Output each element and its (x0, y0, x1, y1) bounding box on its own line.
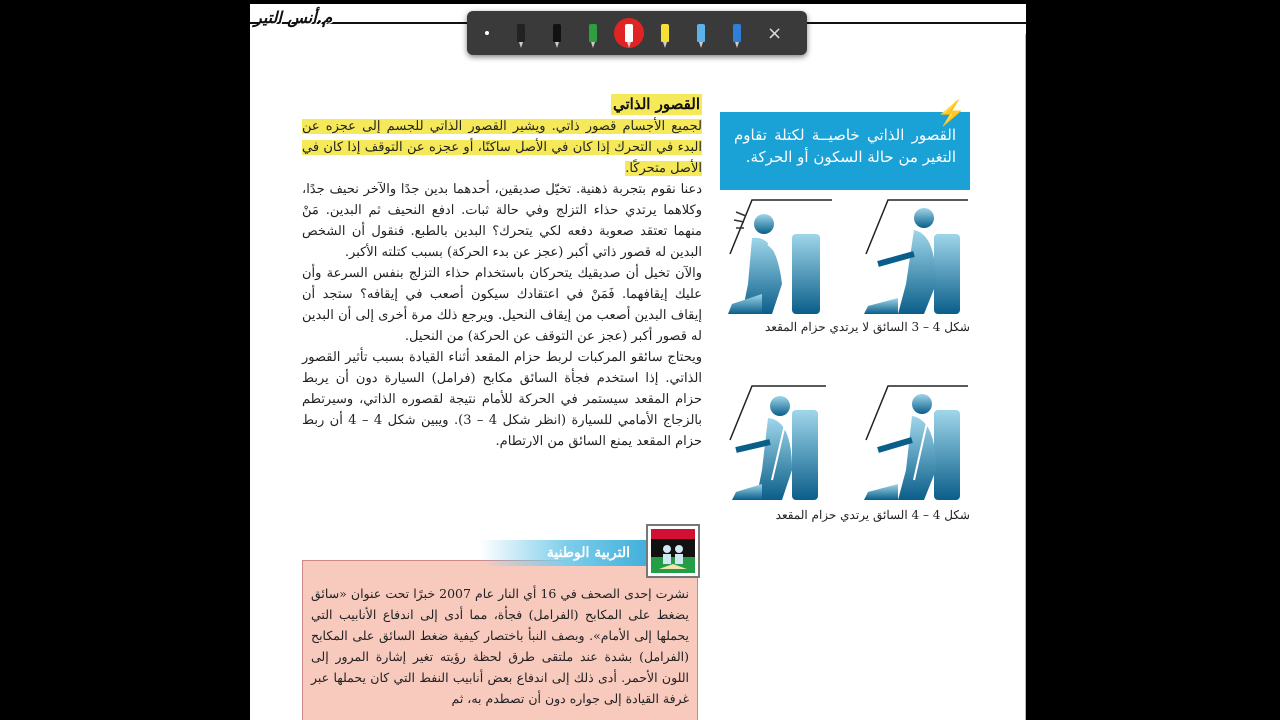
figure-4-3-right-image (858, 194, 970, 318)
figure-4-3-left-image (722, 194, 834, 318)
definition-text: القصور الذاتي خاصيــة لكتلة تقاوم التغير من حالة السكون أو الحركة. (734, 126, 956, 166)
paragraph-2: والآن تخيل أن صديقيك يتحركان باستخدام حذاء التزلج بنفس السرعة وأن عليك إيقافهما. فَمَنْ في اعتقادك سيكون أصعب في إيقافه؟ ستجد أن إيقاف البدين أصعب من إيقاف النحيل. ويرجع ذلك مرة أخرى إلى أن البدين له قصور أكبر (عجز عن التوقف عن الحركة) من النحيل. (302, 266, 702, 344)
watermark: م.أنس التير (254, 8, 333, 27)
figure-4-4-left-image (722, 380, 834, 504)
green-pen-icon[interactable] (575, 11, 611, 55)
figure-4-4-right-image (858, 380, 970, 504)
black-pen-icon[interactable] (503, 11, 539, 55)
national-education-text: نشرت إحدى الصحف في 16 أي النار عام 2007 خبرًا تحت عنوان «سائق يضغط على المكابح (الفرامل) فجأة، مما أدى إلى اندفاع الأنابيب التي يحملها إلى الأمام». وبصف النبأ باختصار كيفية ضغط السائق على المكابح (الفرامل) بشدة عند ملتقى طرق لحظة رؤيته تغير إشارة المرور إلى اللون الأحمر. أدى ذلك إلى اندفاع بعض أنابيب النفط التي كان يحملها عبر غرفة القيادة إلى جواره دون أن تصطدم به، ثم (311, 586, 689, 706)
paragraph-3: ويحتاج سائقو المركبات لربط حزام المقعد أثناء القيادة بسبب تأثير القصور الذاتي. إذا استخدم فجأة السائق مكابح (فرامل) السيارة دون أن يربط حزام المقعد سيستمر في الحركة للأمام نتيجة لقصوره الذاتي، وسيرتطم بالزجاج الأمامي للسيارة (انظر شكل 4 – 3). ويبين شكل 4 – 4 أن ربط حزام المقعد يمنع السائق من الارتطام. (302, 350, 703, 449)
close-icon[interactable]: × (767, 22, 783, 44)
definition-box (720, 99, 970, 190)
section-heading: القصور الذاتي (612, 95, 700, 113)
national-education-box (302, 560, 698, 720)
dot-size-icon[interactable] (485, 31, 489, 35)
yellow-highlighter-icon[interactable] (647, 11, 683, 55)
inertia-section (302, 94, 702, 452)
right-border (1025, 34, 1026, 720)
lightblue-pen-icon[interactable] (683, 11, 719, 55)
figure-4-4-caption: شكل 4 – 4 السائق يرتدي حزام المقعد (775, 508, 970, 522)
paragraph-1: دعنا نقوم بتجربة ذهنية. تخيّل صديقين، أحدهما بدين جدًا والآخر نحيف جدًا، وكلاهما يرتدي حذاء التزلج وفي حالة ثبات. ادفع النحيف ثم البدين. مَنْ منهما تعتقد صعوبة دفعه لكي يتحرك؟ البدين بالطبع. فنقول أن الشخص البدين له قصور ذاتي أكبر (عجز عن بدء الحركة) بسبب كتلته الأكبر. (302, 182, 702, 260)
black-pen-icon-2[interactable] (539, 11, 575, 55)
blue-pen-icon[interactable] (719, 11, 755, 55)
libya-flag-readers-icon (646, 524, 700, 578)
red-pen-icon[interactable] (611, 11, 647, 55)
annotation-toolbar (467, 11, 807, 55)
national-education-title: التربية الوطنية (480, 540, 700, 566)
highlighted-definition: لجميع الأجسام قصور ذاتي. ويشير القصور الذاتي للجسم إلى عجزه عن البدء في التحرك إذا كان في الأصل ساكنًا، أو عجزه عن التوقف إذا كان في الأصل متحركًا. (302, 119, 702, 176)
textbook-page (250, 4, 1026, 720)
figure-4-3-caption: شكل 4 – 3 السائق لا يرتدي حزام المقعد (764, 320, 970, 334)
lightning-icon: ⚡ (936, 99, 966, 127)
